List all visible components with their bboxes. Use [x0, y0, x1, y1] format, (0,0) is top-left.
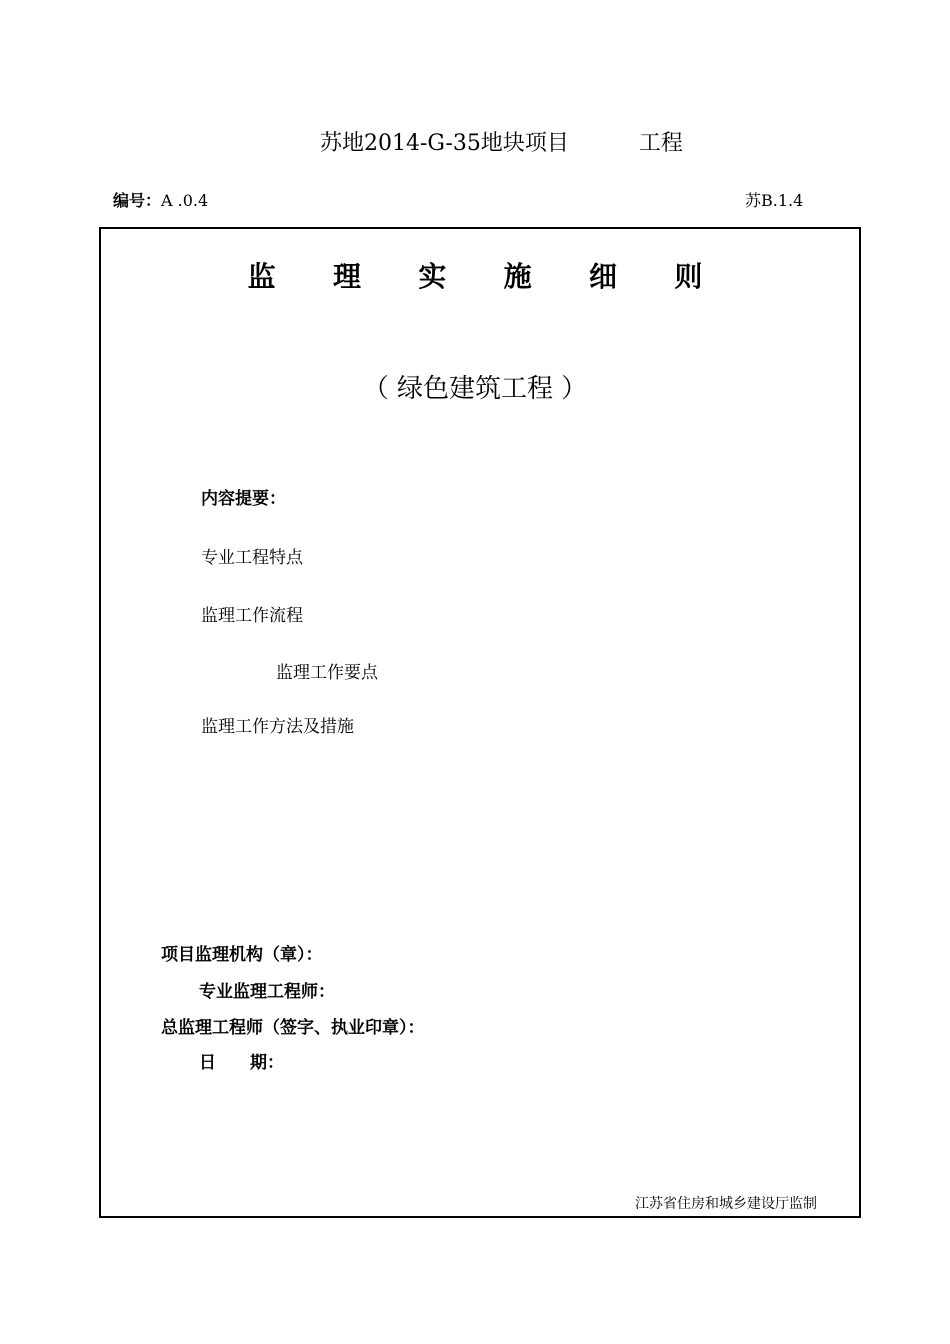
summary-item: 监理工作要点	[276, 663, 378, 683]
document-code	[113, 188, 208, 211]
date-label-period: 期：	[250, 1053, 284, 1073]
summary-item: 监理工作流程	[201, 606, 303, 626]
date-label-day: 日	[199, 1053, 216, 1073]
form-code: 苏B.1.4	[745, 191, 804, 210]
issuer-note: 江苏省住房和城乡建设厅监制	[635, 1196, 817, 1212]
summary-item: 监理工作方法及措施	[201, 717, 354, 737]
document-code-value: A .0.4	[161, 191, 209, 210]
engineer-label: 专业监理工程师：	[199, 982, 335, 1002]
document-title: 监 理 实 施 细 则	[247, 260, 727, 293]
org-seal-label: 项目监理机构（章）：	[161, 945, 323, 965]
project-title	[320, 126, 683, 157]
chief-engineer-label: 总监理工程师（签字、执业印章）：	[161, 1018, 425, 1038]
date-label	[199, 1048, 284, 1073]
document-subtitle: （ 绿色建筑工程 ）	[362, 374, 588, 404]
document-code-label: 编号：	[113, 191, 162, 210]
summary-label: 内容提要：	[201, 489, 286, 509]
summary-item: 专业工程特点	[201, 548, 303, 568]
project-title-suffix: 工程	[638, 131, 683, 156]
project-title-text: 苏地2014-G-35地块项目	[320, 131, 569, 156]
